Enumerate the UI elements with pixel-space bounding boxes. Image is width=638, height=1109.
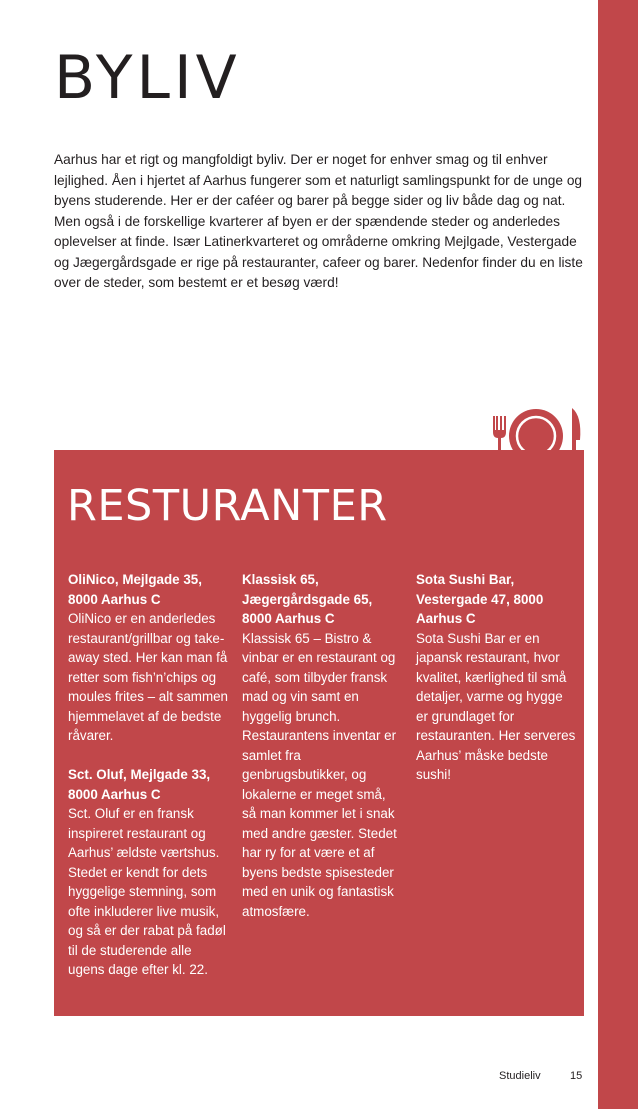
restaurant-entry-klassisk-65 bbox=[242, 570, 402, 921]
restaurant-name: Sota Sushi Bar, Vestergade 47, 8000 Aarhus C bbox=[416, 572, 544, 626]
restaurant-column-1 bbox=[68, 570, 228, 999]
restaurant-description: Sota Sushi Bar er en japansk restaurant, hvor kvalitet, kærlighed til små detaljer, varme og hygge er grundlaget for restauranten. Her serveres Aarhus’ måske bedste sushi! bbox=[416, 630, 576, 782]
restaurant-name: Klassisk 65, Jægergårdsgade 65, 8000 Aarhus C bbox=[242, 572, 373, 626]
restaurant-entry-sota-sushi bbox=[416, 570, 576, 785]
restaurant-name: OliNico, Mejlgade 35, 8000 Aarhus C bbox=[68, 572, 202, 607]
restaurant-entry-olinico bbox=[68, 570, 228, 746]
restaurant-entry-sct-oluf bbox=[68, 765, 228, 980]
restaurant-description: Klassisk 65 – Bistro & vinbar er en restaurant og café, som tilbyder fransk mad og vin samt en hyggelig brunch. Restaurantens inventar er samlet fra genbrugsbutikker, og lokalerne er meget små, så man kommer let i snak med andre gæster. Stedet har ry for at være et af byens bedste spisesteder med en unik og fantastisk atmosfære. bbox=[242, 630, 397, 919]
page-title: BYLIV bbox=[54, 43, 241, 113]
restaurant-name: Sct. Oluf, Mejlgade 33, 8000 Aarhus C bbox=[68, 767, 211, 802]
restaurant-column-2 bbox=[242, 570, 402, 941]
restaurant-description: OliNico er en anderledes restaurant/grillbar og take-away sted. Her kan man få retter som fish’n’chips og moules frites – alt sammen hjemmelavet af de bedste råvarer. bbox=[68, 611, 229, 743]
side-color-bar bbox=[598, 0, 638, 1109]
restaurants-panel bbox=[54, 450, 584, 1016]
section-title: RESTURANTER bbox=[67, 481, 388, 531]
footer-label: Studieliv bbox=[499, 1070, 541, 1082]
restaurant-description: Sct. Oluf er en fransk inspireret restaurant og Aarhus’ ældste værtshus. Stedet er kendt for dets hyggelige stemning, som ofte inkluderer live musik, og så er der rabat på fadøl til de studerende alle ugens dage efter kl. 22. bbox=[68, 806, 226, 977]
intro-paragraph: Aarhus har et rigt og mangfoldigt byliv. Der er noget for enhver smag og til enhver lejlighed. Åen i hjertet af Aarhus fungerer som et naturligt samlingspunkt for de unge og byens studerende. Her er der caféer og barer på begge sider og liv både dag og nat. Men også i de forskellige kvarterer af byen er der spændende steder og anderledes oplevelser at finde. Især Latinerkvarteret og områderne omkring Mejlgade, Vestergade og Jægergårdsgade er rige på restauranter, cafeer og barer. Nedenfor finder du en liste over de steder, som bestemt er et besøg værd! bbox=[54, 152, 583, 290]
restaurant-column-3 bbox=[416, 570, 576, 804]
page-number: 15 bbox=[570, 1070, 583, 1082]
